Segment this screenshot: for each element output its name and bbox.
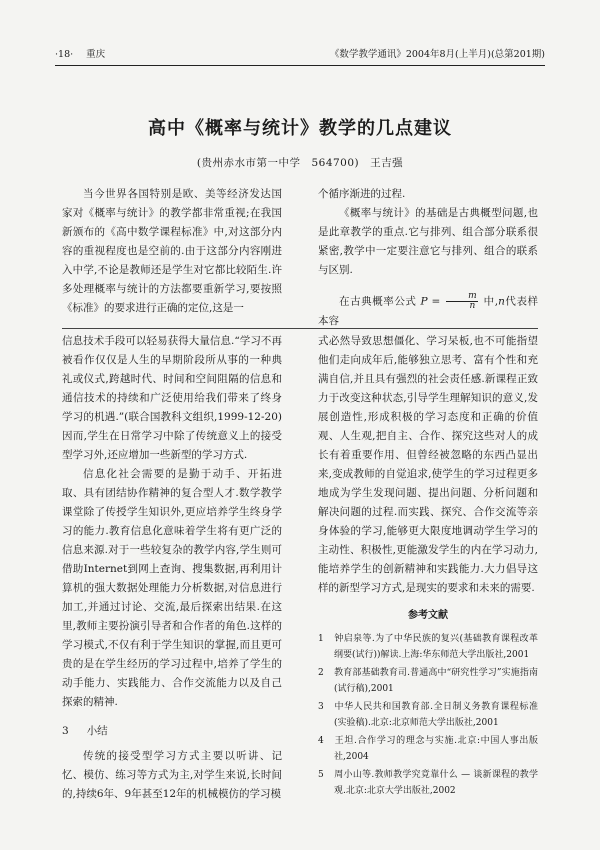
column-right-bottom — [318, 332, 538, 801]
section-heading — [62, 722, 282, 741]
reference-number: 1 — [318, 634, 324, 644]
reference-text: 中华人民共和国教育部.全日制义务教育课程标准(实验稿).北京:北京师范大学出版社,2001 — [334, 702, 538, 728]
running-header — [55, 46, 545, 66]
reference-number: 4 — [318, 736, 324, 746]
reference-text: 王坦.合作学习的理念与实施.北京:中国人事出版社,2004 — [334, 736, 538, 762]
header-place: 重庆 — [86, 49, 106, 60]
paragraph: 传统的接受型学习方式主要以听讲、记忆、模仿、练习等方式为主,对学生来说,长时间的,持续6年、9年甚至12年的机械模仿的学习模 — [62, 750, 282, 800]
column-left-top — [62, 185, 282, 318]
reference-item — [318, 699, 538, 731]
journal-info: 《数学教学通讯》2004年8月(上半月)(总第201期) — [329, 49, 545, 60]
fraction — [446, 292, 478, 311]
author-line: (贵州赤水市第一中学 564700) 王吉强 — [196, 157, 404, 169]
paragraph: 信息技术手段可以轻易获得大量信息.“学习不再被看作仅仅是人生的早期阶段所从事的一种典礼或仪式,跨越时代、时间和空间阻隔的信息和通信技术的持续和广泛使用给我们带来了终身学习的机遇.”(联合国教科文组织,1999-12-20)因而,学生在日常学习中除了传统意义上的接受型学习外,还应增加一些新型的学习方式. — [62, 335, 282, 461]
reference-item — [318, 631, 538, 663]
paragraph: 式必然导致思想僵化、学习呆板,也不可能指望他们走向成年后,能够独立思考、富有个性和充满自信,并且具有强烈的社会责任感.新课程正致力于改变这种状态,引导学生理解知识的意义,发展创造性,形成积极的学习态度和正确的价值观、人生观,把自主、合作、探究这些对人的成长有着重要作用、但曾经被忽略的东西凸显出来,变成教师的自觉追求,使学生的学习过程更多地成为学生发现问题、提出问题、分析问题和解决问题的过程.而实践、探究、合作交流等亲身体验的学习,能够更大限度地调动学生学习的主动性、积极性,更能激发学生的内在学习动力,能培养学生的创新精神和实践能力.大力倡导这样的新型学习方式,是现实的要求和未来的需要. — [318, 335, 538, 594]
formula-var-n: n — [498, 295, 505, 308]
paragraph: 当今世界各国特别是欧、美等经济发达国家对《概率与统计》的教学都非常重视;在我国新颁布的《高中数学课程标准》中,对这部分内容的重视程度也是空前的.由于这部分内容刚进入中学,不论是教师还是学生对它都比较陌生.许多处理概率与统计的方法都要重新学习,要按照《标准》的要求进行正确的定位,这是一 — [62, 188, 282, 314]
reference-item — [318, 733, 538, 765]
fraction-denominator: n — [469, 301, 476, 311]
reference-number: 2 — [318, 668, 324, 678]
column-left-bottom — [62, 332, 282, 804]
formula-paragraph — [318, 292, 538, 331]
column-divider — [62, 328, 538, 329]
references-title: 参考文献 — [408, 610, 448, 621]
column-right-top — [318, 185, 538, 331]
reference-text: 钟启泉等.为了中华民族的复兴(基础教育课程改革纲要(试行))解读.上海:华东师范大学出版社,2001 — [334, 634, 538, 660]
section-title: 小结 — [86, 725, 108, 737]
paragraph: 个循序渐进的过程. — [318, 188, 406, 200]
formula-text: 在古典概率公式 — [339, 295, 417, 308]
page-number: ·18· — [55, 49, 74, 60]
formula-text: 中, — [483, 295, 499, 308]
formula-text: 代表样本容 — [318, 295, 539, 327]
reference-item — [318, 767, 538, 799]
reference-number: 5 — [318, 770, 324, 780]
section-number: 3 — [62, 725, 69, 737]
reference-number: 3 — [318, 702, 324, 712]
fraction-numerator: m — [446, 292, 478, 302]
formula-eq: = — [431, 295, 441, 308]
paragraph: 《概率与统计》的基础是古典概型问题,也是此章教学的重点.它与排列、组合部分联系很紧密,教学中一定要注意它与排列、组合的联系与区别. — [318, 207, 538, 276]
article-title: 高中《概率与统计》教学的几点建议 — [148, 118, 452, 139]
reference-item — [318, 665, 538, 697]
paragraph: 信息化社会需要的是勤于动手、开拓进取、具有团结协作精神的复合型人才.数学教学课堂除了传授学生知识外,更应培养学生终身学习的能力.教育信息化意味着学生将有更广泛的信息来源.对于一些较复杂的教学内容,学生则可借助Internet到网上查询、搜集数据,再利用计算机的强大数据处理能力分析数据,对信息进行加工,并通过讨论、交流,最后探索出结果.在这里,教师主要扮演引导者和合作者的角色.这样的学习模式,不仅有利于学生知识的掌握,而且更可贵的是在学生经历的学习过程中,培养了学生的动手能力、实践能力、合作交流能力以及自己探索的精神. — [62, 468, 282, 708]
reference-text: 教育部基础教育司.普通高中“研究性学习”实施指南(试行稿),2001 — [334, 668, 538, 694]
formula-var-p: P — [420, 295, 428, 308]
reference-text: 周小山等.教师教学究竟靠什么 — 谈新课程的教学观.北京:北京大学出版社,2002 — [334, 770, 538, 796]
